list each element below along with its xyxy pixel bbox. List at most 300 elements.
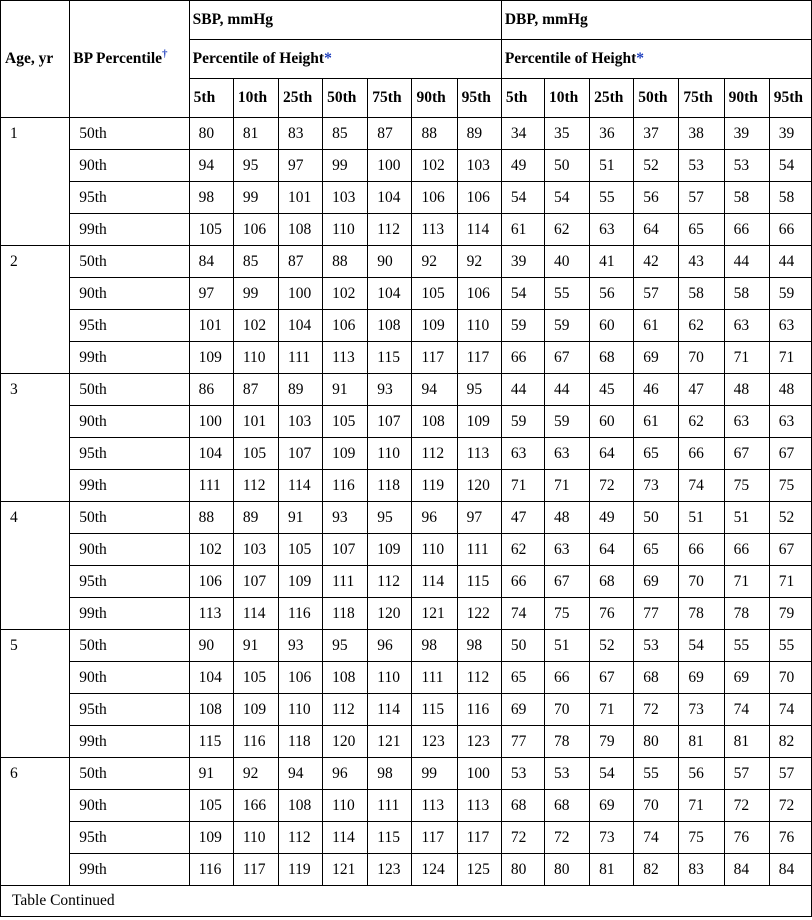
dbp-value-cell: 49: [590, 502, 634, 534]
dbp-value-cell: 81: [724, 726, 769, 758]
dbp-value-cell: 58: [769, 182, 811, 214]
sbp-value-cell: 98: [412, 630, 457, 662]
bp-percentile-cell: 99th: [70, 726, 189, 758]
sbp-value-cell: 119: [278, 854, 322, 886]
sbp-value-cell: 108: [278, 790, 322, 822]
age-header: Age, yr: [1, 1, 70, 118]
dbp-value-cell: 55: [724, 630, 769, 662]
dbp-value-cell: 63: [724, 406, 769, 438]
sbp-value-cell: 97: [457, 502, 501, 534]
sbp-value-cell: 83: [278, 118, 322, 150]
sbp-value-cell: 100: [189, 406, 233, 438]
table-row: [1, 630, 812, 662]
age-cell: 4: [1, 502, 70, 534]
dbp-value-cell: 59: [769, 278, 811, 310]
age-cell: 6: [1, 758, 70, 790]
dbp-value-cell: 63: [590, 214, 634, 246]
dbp-value-cell: 52: [634, 150, 679, 182]
sbp-value-cell: 95: [457, 374, 501, 406]
age-cell: [1, 214, 70, 246]
dbp-value-cell: 56: [590, 278, 634, 310]
dbp-value-cell: 74: [679, 470, 724, 502]
bp-percentile-cell: 50th: [70, 758, 189, 790]
table-row: [1, 854, 812, 886]
sbp-value-cell: 113: [457, 438, 501, 470]
dbp-value-cell: 63: [501, 438, 544, 470]
dbp-value-cell: 55: [590, 182, 634, 214]
dbp-value-cell: 39: [769, 118, 811, 150]
sbp-height-col-header: 95th: [457, 79, 501, 118]
sbp-value-cell: 117: [412, 822, 457, 854]
dbp-header: DBP, mmHg: [501, 1, 811, 40]
dbp-height-percentile-header: [501, 40, 811, 79]
sbp-value-cell: 113: [412, 214, 457, 246]
dbp-value-cell: 70: [769, 662, 811, 694]
dbp-value-cell: 61: [634, 310, 679, 342]
age-cell: [1, 822, 70, 854]
dbp-value-cell: 54: [679, 630, 724, 662]
dbp-value-cell: 69: [634, 342, 679, 374]
sbp-value-cell: 120: [323, 726, 368, 758]
dbp-value-cell: 50: [634, 502, 679, 534]
sbp-value-cell: 85: [323, 118, 368, 150]
dbp-value-cell: 72: [590, 470, 634, 502]
dbp-value-cell: 37: [634, 118, 679, 150]
sbp-value-cell: 95: [323, 630, 368, 662]
dbp-value-cell: 44: [724, 246, 769, 278]
dbp-value-cell: 76: [724, 822, 769, 854]
dbp-value-cell: 47: [679, 374, 724, 406]
sbp-value-cell: 89: [278, 374, 322, 406]
sbp-value-cell: 93: [278, 630, 322, 662]
sbp-value-cell: 104: [368, 182, 412, 214]
dbp-value-cell: 70: [634, 790, 679, 822]
sbp-value-cell: 94: [412, 374, 457, 406]
sbp-value-cell: 113: [323, 342, 368, 374]
age-cell: [1, 662, 70, 694]
sbp-value-cell: 88: [412, 118, 457, 150]
sbp-value-cell: 90: [368, 246, 412, 278]
sbp-value-cell: 111: [278, 342, 322, 374]
table-body: [1, 118, 812, 886]
sbp-value-cell: 114: [457, 214, 501, 246]
dbp-value-cell: 53: [501, 758, 544, 790]
dbp-value-cell: 71: [679, 790, 724, 822]
dbp-value-cell: 74: [501, 598, 544, 630]
dbp-value-cell: 67: [769, 438, 811, 470]
sbp-value-cell: 117: [412, 342, 457, 374]
sbp-value-cell: 87: [278, 246, 322, 278]
dbp-value-cell: 75: [769, 470, 811, 502]
dbp-value-cell: 82: [634, 854, 679, 886]
sbp-value-cell: 114: [233, 598, 278, 630]
age-cell: 3: [1, 374, 70, 406]
sbp-value-cell: 94: [189, 150, 233, 182]
dagger-mark: †: [162, 47, 168, 60]
dbp-value-cell: 57: [724, 758, 769, 790]
bp-percentile-cell: 95th: [70, 182, 189, 214]
age-cell: [1, 598, 70, 630]
dbp-value-cell: 63: [769, 406, 811, 438]
dbp-value-cell: 68: [590, 566, 634, 598]
sbp-value-cell: 103: [323, 182, 368, 214]
dbp-value-cell: 68: [501, 790, 544, 822]
dbp-value-cell: 66: [679, 534, 724, 566]
sbp-value-cell: 124: [412, 854, 457, 886]
dbp-value-cell: 73: [634, 470, 679, 502]
dbp-value-cell: 83: [679, 854, 724, 886]
sbp-value-cell: 109: [412, 310, 457, 342]
dbp-value-cell: 53: [634, 630, 679, 662]
bp-percentile-cell: 95th: [70, 694, 189, 726]
sbp-value-cell: 110: [233, 342, 278, 374]
sbp-value-cell: 110: [368, 662, 412, 694]
sbp-value-cell: 106: [278, 662, 322, 694]
sbp-value-cell: 105: [233, 438, 278, 470]
sbp-value-cell: 110: [323, 214, 368, 246]
dbp-value-cell: 76: [769, 822, 811, 854]
sbp-value-cell: 107: [233, 566, 278, 598]
dbp-value-cell: 39: [724, 118, 769, 150]
dbp-value-cell: 57: [769, 758, 811, 790]
sbp-value-cell: 112: [412, 438, 457, 470]
dbp-value-cell: 62: [544, 214, 589, 246]
dbp-value-cell: 78: [724, 598, 769, 630]
sbp-value-cell: 93: [368, 374, 412, 406]
bp-percentile-cell: 50th: [70, 246, 189, 278]
table-row: [1, 726, 812, 758]
sbp-value-cell: 105: [278, 534, 322, 566]
sbp-value-cell: 121: [323, 854, 368, 886]
dbp-value-cell: 43: [679, 246, 724, 278]
sbp-value-cell: 123: [457, 726, 501, 758]
dbp-value-cell: 69: [634, 566, 679, 598]
sbp-value-cell: 115: [189, 726, 233, 758]
age-cell: [1, 470, 70, 502]
dbp-value-cell: 71: [724, 342, 769, 374]
dbp-height-col-header: 50th: [634, 79, 679, 118]
dbp-value-cell: 72: [724, 790, 769, 822]
dbp-value-cell: 63: [544, 534, 589, 566]
dbp-value-cell: 53: [724, 150, 769, 182]
dbp-value-cell: 82: [769, 726, 811, 758]
sbp-value-cell: 104: [189, 438, 233, 470]
dbp-value-cell: 59: [501, 310, 544, 342]
sbp-height-percentile-header: [189, 40, 501, 79]
sbp-value-cell: 120: [457, 470, 501, 502]
age-cell: 1: [1, 118, 70, 150]
sbp-height-col-header: 75th: [368, 79, 412, 118]
sbp-value-cell: 117: [457, 822, 501, 854]
sbp-value-cell: 121: [412, 598, 457, 630]
sbp-value-cell: 97: [189, 278, 233, 310]
dbp-value-cell: 74: [769, 694, 811, 726]
age-cell: [1, 790, 70, 822]
dbp-value-cell: 75: [679, 822, 724, 854]
sbp-value-cell: 118: [278, 726, 322, 758]
dbp-value-cell: 72: [634, 694, 679, 726]
sbp-value-cell: 93: [323, 502, 368, 534]
table-row: [1, 534, 812, 566]
sbp-value-cell: 107: [368, 406, 412, 438]
sbp-value-cell: 111: [457, 534, 501, 566]
dbp-value-cell: 57: [634, 278, 679, 310]
sbp-value-cell: 108: [323, 662, 368, 694]
bp-percentile-cell: 99th: [70, 470, 189, 502]
dbp-value-cell: 48: [769, 374, 811, 406]
sbp-value-cell: 123: [368, 854, 412, 886]
bp-percentile-cell: 95th: [70, 822, 189, 854]
dbp-value-cell: 52: [769, 502, 811, 534]
sbp-height-col-header: 10th: [233, 79, 278, 118]
sbp-value-cell: 110: [233, 822, 278, 854]
sbp-value-cell: 84: [189, 246, 233, 278]
dbp-value-cell: 76: [590, 598, 634, 630]
sbp-value-cell: 110: [323, 790, 368, 822]
dbp-value-cell: 65: [634, 534, 679, 566]
age-cell: [1, 310, 70, 342]
sbp-value-cell: 111: [368, 790, 412, 822]
sbp-value-cell: 106: [457, 182, 501, 214]
sbp-value-cell: 101: [189, 310, 233, 342]
sbp-value-cell: 98: [189, 182, 233, 214]
sbp-height-col-header: 25th: [278, 79, 322, 118]
sbp-value-cell: 99: [233, 278, 278, 310]
dbp-value-cell: 64: [590, 534, 634, 566]
sbp-value-cell: 111: [189, 470, 233, 502]
sbp-value-cell: 103: [233, 534, 278, 566]
bp-percentile-cell: 95th: [70, 438, 189, 470]
bp-percentile-cell: 90th: [70, 534, 189, 566]
sbp-value-cell: 106: [189, 566, 233, 598]
sbp-value-cell: 108: [278, 214, 322, 246]
sbp-value-cell: 89: [457, 118, 501, 150]
bp-percentile-header-text: BP Percentile: [73, 50, 163, 67]
sbp-value-cell: 96: [323, 758, 368, 790]
dbp-value-cell: 79: [590, 726, 634, 758]
bp-percentile-cell: 90th: [70, 406, 189, 438]
age-cell: [1, 150, 70, 182]
table-row: [1, 406, 812, 438]
dbp-value-cell: 66: [501, 342, 544, 374]
sbp-value-cell: 112: [457, 662, 501, 694]
sbp-value-cell: 103: [278, 406, 322, 438]
age-cell: [1, 182, 70, 214]
sbp-value-cell: 115: [412, 694, 457, 726]
dbp-value-cell: 67: [544, 566, 589, 598]
sbp-value-cell: 102: [323, 278, 368, 310]
dbp-value-cell: 66: [724, 214, 769, 246]
sbp-value-cell: 123: [412, 726, 457, 758]
table-row: [1, 758, 812, 790]
dbp-value-cell: 35: [544, 118, 589, 150]
dbp-value-cell: 68: [544, 790, 589, 822]
dbp-height-col-header: 95th: [769, 79, 811, 118]
dbp-value-cell: 61: [501, 214, 544, 246]
dbp-value-cell: 68: [634, 662, 679, 694]
dbp-value-cell: 66: [679, 438, 724, 470]
bp-percentile-cell: 50th: [70, 374, 189, 406]
bp-percentile-cell: 90th: [70, 150, 189, 182]
sbp-value-cell: 88: [323, 246, 368, 278]
sbp-value-cell: 108: [368, 310, 412, 342]
dbp-value-cell: 66: [544, 662, 589, 694]
age-cell: [1, 534, 70, 566]
dbp-value-cell: 41: [590, 246, 634, 278]
dbp-value-cell: 66: [769, 214, 811, 246]
dbp-value-cell: 60: [590, 406, 634, 438]
sbp-value-cell: 110: [368, 438, 412, 470]
dbp-value-cell: 67: [590, 662, 634, 694]
dbp-height-col-header: 25th: [590, 79, 634, 118]
sbp-value-cell: 114: [278, 470, 322, 502]
sbp-value-cell: 117: [457, 342, 501, 374]
table-row: [1, 822, 812, 854]
dbp-value-cell: 60: [590, 310, 634, 342]
sbp-value-cell: 110: [278, 694, 322, 726]
sbp-value-cell: 112: [278, 822, 322, 854]
sbp-value-cell: 108: [189, 694, 233, 726]
bp-percentile-cell: 50th: [70, 630, 189, 662]
sbp-value-cell: 109: [189, 342, 233, 374]
dbp-value-cell: 48: [724, 374, 769, 406]
sbp-value-cell: 106: [412, 182, 457, 214]
dbp-value-cell: 65: [679, 214, 724, 246]
sbp-value-cell: 114: [323, 822, 368, 854]
dbp-value-cell: 50: [544, 150, 589, 182]
dbp-value-cell: 40: [544, 246, 589, 278]
sbp-value-cell: 87: [233, 374, 278, 406]
sbp-value-cell: 85: [233, 246, 278, 278]
age-cell: 5: [1, 630, 70, 662]
table-row: [1, 150, 812, 182]
bp-percentile-cell: 99th: [70, 214, 189, 246]
sbp-value-cell: 115: [368, 822, 412, 854]
dbp-value-cell: 51: [590, 150, 634, 182]
dbp-value-cell: 47: [501, 502, 544, 534]
sbp-value-cell: 98: [368, 758, 412, 790]
sbp-value-cell: 109: [278, 566, 322, 598]
sbp-value-cell: 111: [412, 662, 457, 694]
sbp-value-cell: 96: [368, 630, 412, 662]
table-row: [1, 118, 812, 150]
table-row: [1, 342, 812, 374]
dbp-value-cell: 63: [544, 438, 589, 470]
sbp-value-cell: 92: [233, 758, 278, 790]
table-row: [1, 598, 812, 630]
dbp-value-cell: 81: [679, 726, 724, 758]
dbp-value-cell: 69: [724, 662, 769, 694]
sbp-value-cell: 112: [368, 214, 412, 246]
sbp-height-col-header: 50th: [323, 79, 368, 118]
bp-percentile-cell: 99th: [70, 598, 189, 630]
sbp-value-cell: 90: [189, 630, 233, 662]
dbp-value-cell: 54: [501, 278, 544, 310]
dbp-value-cell: 66: [501, 566, 544, 598]
sbp-value-cell: 89: [233, 502, 278, 534]
dbp-value-cell: 54: [590, 758, 634, 790]
dbp-value-cell: 69: [501, 694, 544, 726]
dbp-value-cell: 55: [544, 278, 589, 310]
sbp-value-cell: 100: [368, 150, 412, 182]
table-row: [1, 246, 812, 278]
dbp-value-cell: 36: [590, 118, 634, 150]
sbp-value-cell: 92: [412, 246, 457, 278]
dbp-value-cell: 58: [724, 278, 769, 310]
sbp-height-percentile-text: Percentile of Height: [192, 50, 325, 67]
sbp-value-cell: 108: [412, 406, 457, 438]
dbp-value-cell: 77: [501, 726, 544, 758]
dbp-value-cell: 63: [769, 310, 811, 342]
dbp-value-cell: 44: [769, 246, 811, 278]
sbp-value-cell: 102: [189, 534, 233, 566]
dbp-value-cell: 59: [544, 310, 589, 342]
sbp-value-cell: 115: [457, 566, 501, 598]
sbp-value-cell: 115: [368, 342, 412, 374]
bp-percentile-cell: 99th: [70, 854, 189, 886]
dbp-value-cell: 55: [634, 758, 679, 790]
bp-percentile-header: [70, 1, 189, 118]
dbp-value-cell: 66: [724, 534, 769, 566]
table-row: [1, 566, 812, 598]
bp-percentile-cell: 50th: [70, 118, 189, 150]
dbp-value-cell: 71: [544, 470, 589, 502]
dbp-value-cell: 72: [501, 822, 544, 854]
sbp-value-cell: 110: [457, 310, 501, 342]
table-row: [1, 790, 812, 822]
age-cell: [1, 406, 70, 438]
table-row: [1, 278, 812, 310]
dbp-value-cell: 75: [544, 598, 589, 630]
dbp-value-cell: 71: [501, 470, 544, 502]
dbp-value-cell: 74: [724, 694, 769, 726]
dbp-height-col-header: 75th: [679, 79, 724, 118]
sbp-value-cell: 109: [189, 822, 233, 854]
dbp-value-cell: 58: [724, 182, 769, 214]
age-cell: [1, 694, 70, 726]
table-row: [1, 470, 812, 502]
dbp-value-cell: 39: [501, 246, 544, 278]
sbp-value-cell: 99: [412, 758, 457, 790]
sbp-value-cell: 88: [189, 502, 233, 534]
age-cell: [1, 854, 70, 886]
sbp-value-cell: 103: [457, 150, 501, 182]
bp-percentile-cell: 95th: [70, 566, 189, 598]
dbp-value-cell: 51: [724, 502, 769, 534]
sbp-value-cell: 97: [278, 150, 322, 182]
dbp-value-cell: 45: [590, 374, 634, 406]
table-row: [1, 214, 812, 246]
dbp-value-cell: 58: [679, 278, 724, 310]
sbp-value-cell: 91: [233, 630, 278, 662]
dbp-value-cell: 71: [590, 694, 634, 726]
sbp-value-cell: 99: [323, 150, 368, 182]
sbp-value-cell: 113: [189, 598, 233, 630]
sbp-header: SBP, mmHg: [189, 1, 501, 40]
sbp-value-cell: 110: [412, 534, 457, 566]
sbp-value-cell: 99: [233, 182, 278, 214]
dbp-value-cell: 61: [634, 406, 679, 438]
age-cell: [1, 342, 70, 374]
dbp-value-cell: 77: [634, 598, 679, 630]
age-cell: [1, 726, 70, 758]
sbp-value-cell: 102: [233, 310, 278, 342]
sbp-value-cell: 86: [189, 374, 233, 406]
sbp-value-cell: 98: [457, 630, 501, 662]
dbp-value-cell: 69: [679, 662, 724, 694]
sbp-value-cell: 116: [189, 854, 233, 886]
table-continued-note: Table Continued: [1, 886, 812, 917]
